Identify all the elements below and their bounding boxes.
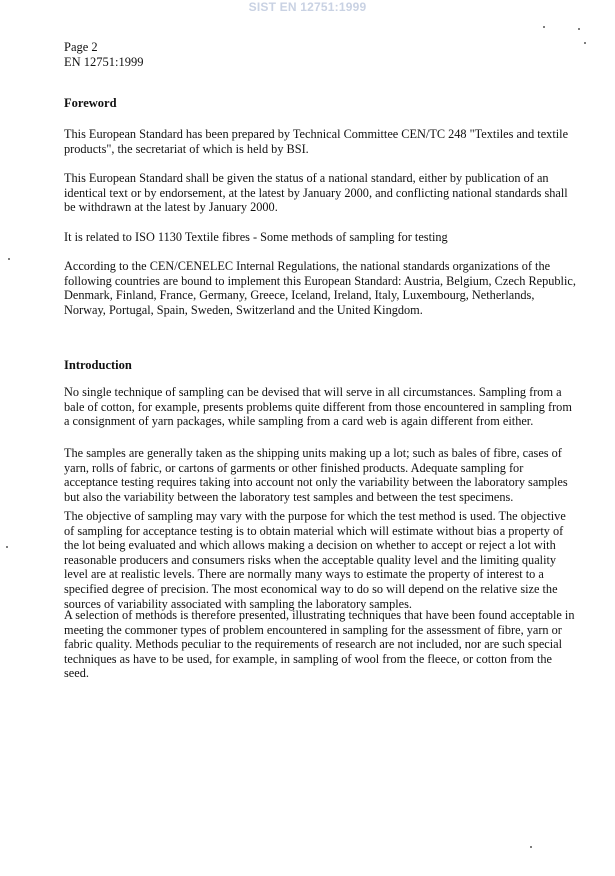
introduction-paragraph: No single technique of sampling can be devised that will serve in all circumstances. Sampling from a bale of cotton, for example, presents problems quite different from those encountered in sampling from a consignment of yarn packages, while sampling from a card web is again different from either. — [64, 385, 572, 429]
page-header — [64, 40, 144, 70]
introduction-paragraph: The samples are generally taken as the shipping units making up a lot; such as bales of fibre, cases of yarn, rolls of fabric, or cartons of garments or other finished products. Adequate sampling for acceptance testing requires taking into account not only the variability between the laboratory samples but also the variability between the laboratory test samples and between the test specimens. — [64, 446, 568, 504]
scan-speck — [584, 42, 586, 44]
scan-speck — [543, 26, 545, 28]
foreword-paragraph: This European Standard has been prepared by Technical Committee CEN/TC 248 "Textiles and textile products", the secretariat of which is held by BSI. — [64, 127, 569, 156]
introduction-heading: Introduction — [64, 358, 132, 372]
foreword-paragraph: This European Standard shall be given the status of a national standard, either by publication of an identical text or by endorsement, at the latest by January 2000, and conflicting national standards shall be withdrawn at the latest by January 2000. — [64, 171, 568, 215]
scan-speck — [530, 846, 532, 848]
scan-speck — [6, 546, 8, 548]
foreword-heading: Foreword — [64, 96, 117, 110]
page-number: Page 2 — [64, 40, 98, 54]
scan-speck — [8, 258, 10, 260]
standard-number: EN 12751:1999 — [64, 55, 144, 69]
introduction-paragraph: The objective of sampling may vary with the purpose for which the test method is used. The objective of sampling for acceptance testing is to obtain material which will estimate without bias a property of the lot being evaluated and which allows making a decision on whether to accept or reject a lot with reasonable producers and consumers risks when the acceptable quality level and the limiting quality level are at realistic levels. There are normally many ways to estimate the property of interest to a specified degree of precision. The most economical way to do so will depend on the relative size the sources of variability associated with sampling the laboratory samples. — [64, 509, 566, 611]
scan-speck — [578, 28, 580, 30]
foreword-paragraph: It is related to ISO 1130 Textile fibres - Some methods of sampling for testing — [64, 230, 448, 244]
watermark: SIST EN 12751:1999 — [248, 0, 367, 14]
foreword-paragraph: According to the CEN/CENELEC Internal Regulations, the national standards organizations of the following countries are bound to implement this European Standard: Austria, Belgium, Czech Republic, Denmark, Finland, France, Germany, Greece, Iceland, Ireland, Italy, Luxembourg, Netherlands, Norway, Portugal, Spain, Sweden, Switzerland and the United Kingdom. — [64, 259, 576, 317]
introduction-paragraph: A selection of methods is therefore presented, illustrating techniques that have been found acceptable in meeting the commoner types of problem encountered in sampling for the assessment of fibre, yarn or fabric quality. Methods peculiar to the requirements of research are not included, nor are such special techniques as have to be used, for example, in sampling of wool from the fleece, or cotton from the seed. — [64, 608, 575, 681]
